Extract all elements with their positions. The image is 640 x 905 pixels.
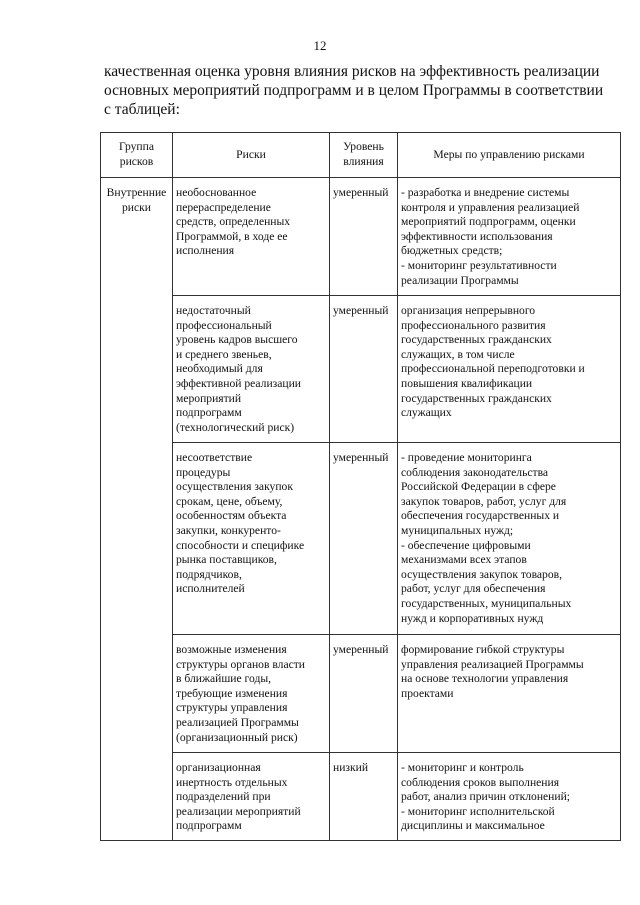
header-level: Уровень влияния xyxy=(330,133,398,178)
level-cell: умеренный xyxy=(330,443,398,635)
measures-cell: - проведение мониторинга соблюдения законодательства Российской Федерации в сфере закупок товаров, работ, услуг для обеспечения государственных и муниципальных нужд; - обеспечение цифровыми механизмами всех этапов осуществления закупок товаров, работ, услуг для обеспечения государственных, муниципальных нужд и корпоративных нужд xyxy=(398,443,621,635)
level-cell: умеренный xyxy=(330,296,398,443)
risk-cell: необоснованное перераспределение средств, определенных Программой, в ходе ее исполнения xyxy=(173,178,330,296)
level-cell: умеренный xyxy=(330,178,398,296)
table-row xyxy=(101,635,621,753)
table-row xyxy=(101,443,621,635)
header-measures: Меры по управлению рисками xyxy=(398,133,621,178)
group-cell-continued xyxy=(101,296,173,443)
level-cell: умеренный xyxy=(330,635,398,753)
table-row xyxy=(101,753,621,841)
measures-cell: организация непрерывного профессионального развития государственных гражданских служащих, в том числе профессиональной переподготовки и повышения квалификации государственных гражданских служащих xyxy=(398,296,621,443)
table-header-row xyxy=(101,133,621,178)
group-cell-continued xyxy=(101,753,173,841)
intro-paragraph: качественная оценка уровня влияния рисков на эффективность реализации основных мероприятий подпрограмм и в целом Программы в соответствии с таблицей: xyxy=(104,63,604,118)
table-row xyxy=(101,178,621,296)
group-cell: Внутренние риски xyxy=(101,178,173,296)
group-cell-continued xyxy=(101,443,173,635)
measures-cell: - мониторинг и контроль соблюдения сроков выполнения работ, анализ причин отклонений; - мониторинг исполнительской дисциплины и максимальное xyxy=(398,753,621,841)
table-row xyxy=(101,296,621,443)
risk-cell: недостаточный профессиональный уровень кадров высшего и среднего звеньев, необходимый для эффективной реализации мероприятий подпрограмм (технологический риск) xyxy=(173,296,330,443)
risk-table xyxy=(100,132,621,841)
header-risks: Риски xyxy=(173,133,330,178)
page-number: 12 xyxy=(313,38,327,53)
risk-cell: несоответствие процедуры осуществления закупок срокам, цене, объему, особенностям объекта закупки, конкуренто- способности и специфике рынка поставщиков, подрядчиков, исполнителей xyxy=(173,443,330,635)
level-cell: низкий xyxy=(330,753,398,841)
measures-cell: формирование гибкой структуры управления реализацией Программы на основе технологии управления проектами xyxy=(398,635,621,753)
risk-cell: организационная инертность отдельных подразделений при реализации мероприятий подпрограмм xyxy=(173,753,330,841)
measures-cell: - разработка и внедрение системы контроля и управления реализацией мероприятий подпрограмм, оценки эффективности использования бюджетных средств; - мониторинг результативности реализации Программы xyxy=(398,178,621,296)
group-cell-continued xyxy=(101,635,173,753)
risk-cell: возможные изменения структуры органов власти в ближайшие годы, требующие изменения структуры управления реализацией Программы (организационный риск) xyxy=(173,635,330,753)
header-group: Группа рисков xyxy=(101,133,173,178)
